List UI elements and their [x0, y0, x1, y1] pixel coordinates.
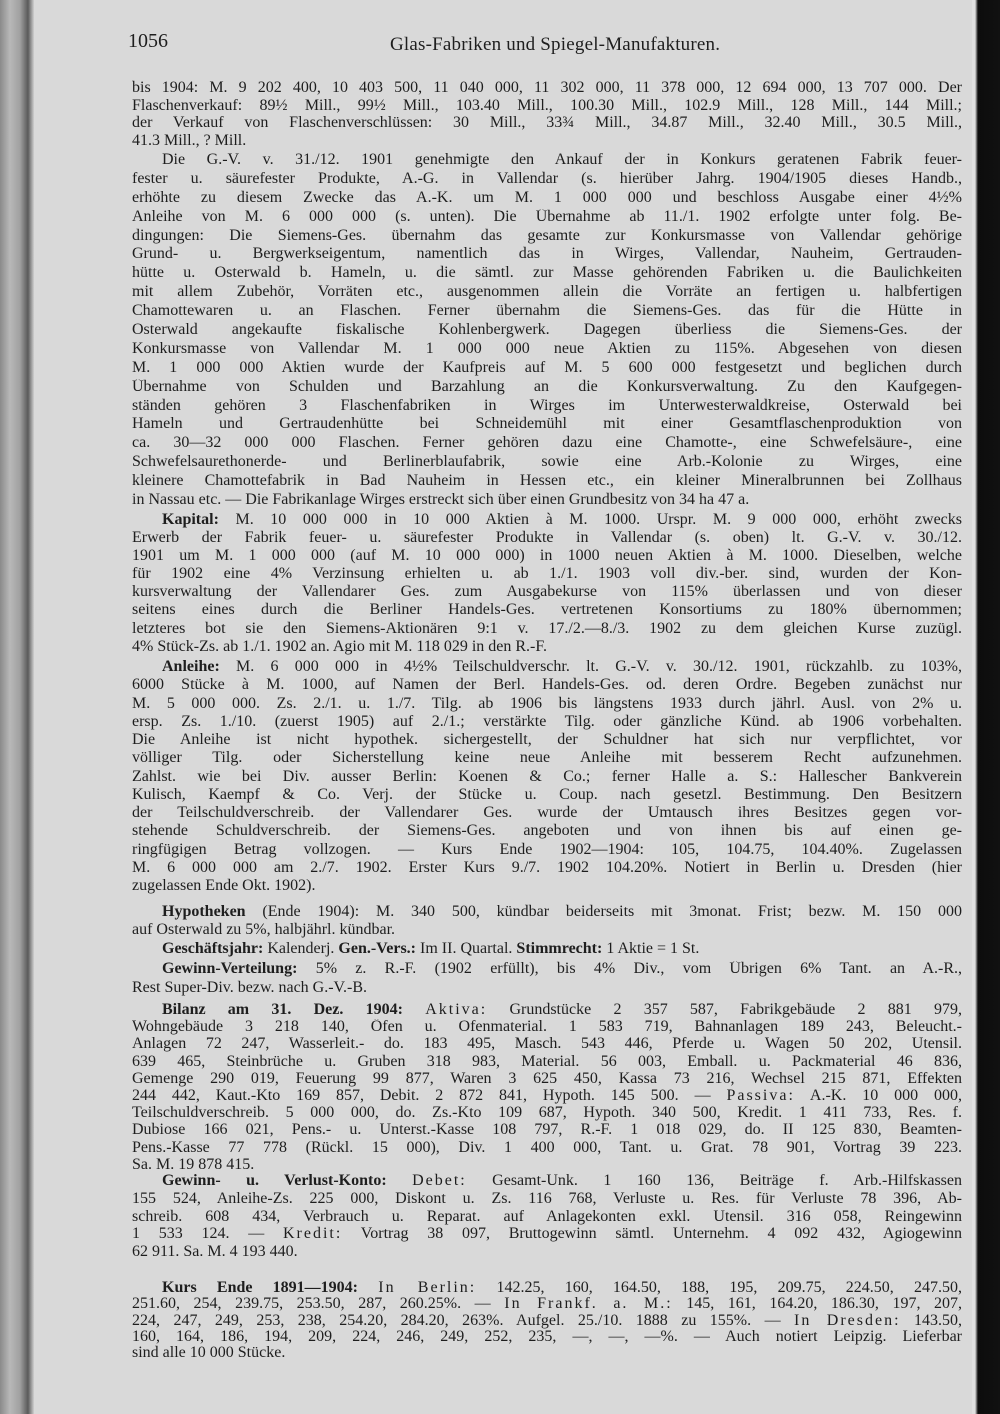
text-line [132, 769, 962, 787]
text-line [132, 677, 962, 695]
section-heading: Hypotheken [162, 904, 246, 920]
paragraph [132, 512, 962, 657]
text-segment: Sa. M. 19 878 415. [132, 1156, 255, 1173]
text-segment: 6000 Stücke à M. 1000, auf Namen der Berl. Handels-Ges. od. deren Ordre. Begeben zunächst nur [132, 677, 962, 694]
paragraph [132, 961, 962, 999]
paragraph [132, 1280, 962, 1361]
text-line [132, 416, 962, 435]
text-line [132, 171, 962, 190]
text-segment: dingungen: Die Siemens-Ges. übernahm das gesamte zur Konkursmasse von Vallendar gehörige [132, 227, 962, 244]
text-line [132, 878, 962, 896]
text-line [132, 454, 962, 473]
text-line [132, 98, 962, 116]
text-line [132, 1002, 962, 1019]
text-line [132, 621, 962, 639]
section-heading: Bilanz am 31. Dez. 1904: [162, 1002, 403, 1018]
text-segment: Erwerb der Fabrik feuer- u. säurefester Produkte in Vallendar (s. oben) lt. G.-V. v. 30./12. [132, 530, 962, 547]
text-segment: bis 1904: M. 9 202 400, 10 403 500, 11 040 000, 11 302 000, 11 378 000, 12 694 000, 13 707 000. Der [132, 80, 962, 96]
text-line [132, 322, 962, 341]
text-segment: Schwefelsaurethonerde- und Berlinerblaufabrik, sowie eine Arb.-Kolonie zu Wirges, eine [132, 454, 962, 471]
text-line [132, 360, 962, 379]
text-segment: 251.60, 254, 239.75, 253.50, 287, 260.25%. — [132, 1296, 505, 1313]
text-line [132, 1209, 962, 1227]
text-segment: mit allem Zubehör, Vorräten etc., ausgenommen allein die Vorräte an fertigen u. halbfertigen [132, 284, 962, 301]
text-line [132, 860, 962, 878]
text-segment: der Verkauf von Flaschenverschlüssen: 30 Mill., 33¾ Mill., 34.87 Mill., 32.40 Mill., 30.5 Mill., [132, 115, 962, 132]
text-line [132, 1019, 962, 1036]
text-segment: 244 442, Kaut.-Kto 169 857, Debit. 2 872 841, Hypoth. 145 500. — [132, 1087, 727, 1104]
text-line [132, 941, 962, 959]
text-line [132, 842, 962, 860]
text-line [132, 303, 962, 322]
text-line [132, 80, 962, 98]
book-binding-shadow [0, 0, 34, 1414]
text-line [132, 1036, 962, 1053]
text-segment: völliger Tilg. oder Sicherstellung keine neue Anleihe mit besserem Recht aufzunehmen. [132, 750, 962, 767]
text-line [132, 639, 962, 657]
text-segment: kursverwaltung der Vallendarer Ges. zum Ausgabekurse von 115% überlassen und von dieser [132, 584, 962, 601]
text-line [132, 152, 962, 171]
text-line [132, 823, 962, 841]
text-line [132, 787, 962, 805]
text-segment: ersp. Zs. 1./10. (zuerst 1905) auf 2./1.; verstärkte Tilg. oder gänzliche Künd. ab 1906 vorbehalten. [132, 713, 962, 730]
text-line [132, 1105, 962, 1122]
text-segment: kleinere Chamottefabrik in Bad Nauheim in Hessen etc., ein kleiner Mineralbrunnen bei Zollhaus [132, 473, 962, 490]
text-segment: Konkursmasse von Vallendar M. 1 000 000 neue Aktien zu 115%. Abgesehen von diesen [132, 340, 962, 357]
spaced-label: In Frankf. a. M.: [504, 1296, 673, 1313]
text-segment: Rest Super-Div. bezw. nach G.-V.-B. [132, 980, 368, 996]
text-segment: der Teilschuldverschreib. der Vallendarer Ges. wurde der Umtausch ihres Besitzes gegen vor- [132, 805, 962, 821]
text-line [132, 512, 962, 530]
text-segment: Gesamt-Unk. 1 160 136, Beiträge f. Arb.-Hilfskassen [466, 1173, 962, 1189]
text-line [132, 548, 962, 566]
text-segment: Teilschuldverschreib. 5 000 000, do. Zs.-Kto 109 687, Hypoth. 340 500, Kredit. 1 411 733, Res. f. [132, 1105, 962, 1122]
text-segment: auf Osterwald zu 5%, halbjährl. kündbar. [132, 922, 396, 938]
text-segment: Übernahme von Schulden und Barzahlung an die Konkursverwaltung. Zu den Kaufgegen- [132, 378, 962, 395]
text-segment: 62 911. Sa. M. 4 193 440. [132, 1244, 298, 1260]
text-segment: Anlagen 72 247, Wasserleit.- do. 183 495, Masch. 543 446, Pferde u. Wagen 50 202, Utensil. [132, 1036, 962, 1053]
text-segment: A.-K. 10 000 000, [794, 1087, 962, 1104]
text-line [132, 115, 962, 133]
text-segment: Flaschenverkauf: 89½ Mill., 99½ Mill., 103.40 Mill., 100.30 Mill., 102.9 Mill., 128 Mill., 144 Mill.; [132, 97, 962, 114]
text-segment [403, 1002, 425, 1018]
text-line [132, 1296, 962, 1312]
section-heading: Kapital: [162, 512, 219, 528]
text-segment: Im II. Quartal. [416, 941, 517, 957]
spaced-label: In Berlin: [378, 1280, 477, 1296]
paragraph [132, 1173, 962, 1262]
text-segment: 4% Stück-Zs. ab 1./1. 1902 an. Agio mit M. 118 029 in den R.-F. [132, 638, 547, 655]
text-segment: 224, 247, 249, 253, 238, 254.20, 284.20, 263%. Aufgel. 25./10. 1888 zu 155%. — [132, 1312, 795, 1329]
text-segment: 155 524, Anleihe-Zs. 225 000, Diskont u. Zs. 116 768, Verluste u. Res. für Verluste 78 396, Ab- [132, 1190, 962, 1207]
text-segment: 143.50, [900, 1312, 962, 1329]
paragraph [132, 152, 962, 511]
text-line [132, 1122, 962, 1139]
section-heading: Anleihe: [162, 659, 220, 675]
section-heading: Gen.-Vers.: [338, 941, 417, 957]
text-segment: Osterwald angekaufte fiskalische Kohlenbergwerk. Dagegen überliess die Siemens-Ges. der [132, 322, 962, 339]
text-line [132, 714, 962, 732]
text-segment: 639 465, Steinbrüche u. Gruben 318 983, Material. 56 003, Emball. u. Packmaterial 46 836, [132, 1053, 962, 1070]
text-segment: Kalenderj. [263, 941, 339, 957]
text-line [132, 398, 962, 417]
text-line [132, 209, 962, 228]
text-segment: Gemenge 290 019, Feuerung 99 877, Waren 3 625 450, Kassa 73 216, Wechsel 215 871, Effekten [132, 1070, 962, 1087]
spaced-label: Aktiva: [425, 1002, 488, 1018]
text-segment [358, 1280, 378, 1296]
text-segment: 160, 164, 186, 194, 209, 224, 246, 249, 252, 235, —, —, —%. — Auch notiert Leipzig. Lieferbar [132, 1328, 962, 1345]
text-line [132, 190, 962, 209]
text-line [132, 1329, 962, 1345]
text-segment: ca. 30—32 000 000 Flaschen. Ferner gehören dazu eine Chamotte-, eine Schwefelsäure-, eine [132, 435, 962, 452]
text-segment: 5% z. R.-F. (1902 erfüllt), bis 4% Div., vom Übrigen 6% Tant. an A.-R., [297, 961, 962, 977]
text-line [132, 530, 962, 548]
text-segment: Grund- u. Bergwerkseigentum, namentlich das in Wirges, Vallendar, Nauheim, Gertrauden- [132, 246, 962, 263]
text-segment: stehende Schuldverschreib. der Siemens-Ges. angeboten und von ihnen bis auf einen ge- [132, 823, 962, 840]
text-line [132, 805, 962, 823]
text-line [132, 133, 962, 151]
scan-edge [972, 0, 1000, 1414]
section-heading: Kurs Ende 1891—1904: [162, 1280, 359, 1296]
text-segment: für 1902 eine 4% Verzinsung erhielten u. ab 1./1. 1903 voll div.-ber. sind, wurden der Kon- [132, 566, 962, 583]
paragraph [132, 80, 962, 151]
text-segment: zugelassen Ende Okt. 1902). [132, 878, 316, 894]
text-segment: 1 533 124. — [132, 1226, 283, 1243]
text-segment: Vortrag 38 097, Bruttogewinn sämtl. Unternehm. 4 092 432, Agiogewinn [342, 1226, 962, 1243]
text-segment: Pens.-Kasse 77 778 (Rückl. 15 000), Div. 1 400 000, Tant. u. Grat. 78 901, Vortrag 39 223. [132, 1139, 962, 1156]
text-line [132, 1244, 962, 1262]
text-line [132, 566, 962, 584]
text-line [132, 584, 962, 602]
section-heading: Stimmrecht: [516, 941, 603, 957]
text-segment: (Ende 1904): M. 340 500, kündbar beiderseits mit 3monat. Frist; bezw. M. 150 000 [245, 904, 962, 920]
text-line [132, 732, 962, 750]
text-line [132, 284, 962, 303]
text-segment: Chamottewaren u. an Flaschen. Ferner übernahm die Siemens-Ges. das für die Hütte in [132, 303, 962, 320]
text-segment: in Nassau etc. — Die Fabrikanlage Wirges erstreckt sich über einen Grundbesitz von 34 ha 47 a. [132, 492, 750, 509]
text-line [132, 246, 962, 265]
text-line [132, 1173, 962, 1191]
text-line [132, 1054, 962, 1071]
text-segment: M. 1 000 000 Aktien wurde der Kaufpreis auf M. 5 600 000 festgesetzt und beglichen durch [132, 359, 962, 376]
page-number: 1056 [128, 30, 168, 52]
text-segment: M. 6 000 000 in 4½% Teilschuldverschr. lt. G.-V. v. 30./12. 1901, rückzahlb. zu 103%, [219, 659, 962, 675]
text-line [132, 1191, 962, 1209]
text-line [132, 1140, 962, 1157]
paragraph [132, 904, 962, 940]
text-line [132, 961, 962, 980]
section-heading: Geschäftsjahr: [162, 941, 264, 957]
text-line [132, 435, 962, 454]
section-heading: Gewinn-Verteilung: [162, 961, 298, 977]
text-segment: letzteres bot sie den Siemens-Aktionären 9:1 v. 17./2.—8./3. 1902 zu dem gleichen Kurse zuzügl. [132, 620, 962, 637]
text-segment: sind alle 10 000 Stücke. [132, 1345, 286, 1361]
paragraph [132, 941, 962, 959]
text-line [132, 904, 962, 922]
text-segment: Anleihe von M. 6 000 000 (s. unten). Die Übernahme ab 11./1. 1902 erfolgte unter folg. Be- [132, 208, 962, 225]
text-segment: schreib. 608 434, Verbrauch u. Reparat. auf Anlagekonten exkl. Utensil. 316 058, Reingewinn [132, 1208, 962, 1225]
text-segment: Wohngebäude 3 218 140, Öfen u. Ofenmaterial. 1 583 719, Bahnanlagen 189 243, Beleucht.- [132, 1019, 962, 1036]
text-line [132, 341, 962, 360]
text-segment: 145, 161, 164.20, 186.30, 197, 207, [672, 1296, 962, 1313]
spaced-label: In Dresden: [794, 1312, 901, 1329]
text-segment: Grundstücke 2 357 587, Fabrikgebäude 2 881 979, [487, 1002, 962, 1018]
text-line [132, 1071, 962, 1088]
text-segment: 1 Aktie = 1 St. [602, 941, 700, 957]
text-line [132, 696, 962, 714]
paragraph [132, 659, 962, 896]
text-segment: 142.25, 160, 164.50, 188, 195, 209.75, 224.50, 247.50, [476, 1280, 962, 1296]
running-head: Glas-Fabriken und Spiegel-Manufakturen. [390, 34, 721, 55]
text-segment: hütte u. Osterwald b. Hameln, u. die sämtl. zur Masse gehörenden Fabriken u. die Baulichkeiten [132, 265, 962, 282]
text-segment: Zahlst. wie bei Div. ausser Berlin: Koenen & Co.; ferner Halle a. S.: Hallescher Bankverein [132, 768, 962, 785]
text-segment: Hameln und Gertraudenhütte bei Schneidemühl mit einer Gesamtflaschenproduktion von [132, 416, 962, 433]
text-segment: Dubiose 166 021, Pens.- u. Unterst.-Kasse 108 797, R.-F. 1 018 029, do. II 125 830, Beamten- [132, 1122, 962, 1139]
text-segment: Die G.-V. v. 31./12. 1901 genehmigte den Ankauf der in Konkurs geratenen Fabrik feuer- [162, 152, 962, 168]
spaced-label: Passiva: [726, 1087, 795, 1104]
text-segment: fester u. säurefester Produkte, A.-G. in Vallendar (s. hierüber Jahrg. 1904/1905 dieses Handb., [132, 170, 962, 187]
text-line [132, 1345, 962, 1361]
text-line [132, 602, 962, 620]
spaced-label: Kredit: [282, 1226, 343, 1243]
text-segment: M. 6 000 000 am 2./7. 1902. Erster Kurs 9./7. 1902 104.20%. Notiert in Berlin u. Dresden (hier [132, 859, 962, 876]
text-line [132, 265, 962, 284]
text-segment: 41.3 Mill., ? Mill. [132, 133, 247, 150]
text-line [132, 492, 962, 511]
text-line [132, 1280, 962, 1296]
text-line [132, 1313, 962, 1329]
paragraph [132, 1002, 962, 1174]
text-line [132, 659, 962, 677]
text-line [132, 228, 962, 247]
text-segment: M. 5 000 000. Zs. 2./1. u. 1./7. Tilg. ab 1906 bis längstens 1933 durch jährl. Ausl. von 2% u. [132, 695, 962, 712]
text-line [132, 1226, 962, 1244]
text-line [132, 750, 962, 768]
text-segment: ständen gehören 3 Flaschenfabriken in Wirges im Unterwesterwaldkreise, Osterwald bei [132, 397, 962, 414]
text-segment: Die Anleihe ist nicht hypothek. sichergestellt, der Schuldner hat sich nur verpflichtet, vor [132, 732, 962, 748]
text-segment: seitens eines durch die Berliner Handels-Ges. vertretenen Konsortiums zu 180% übernommen; [132, 602, 962, 619]
text-line [132, 1157, 962, 1174]
text-segment [387, 1173, 412, 1189]
text-line [132, 379, 962, 398]
text-line [132, 922, 962, 940]
text-segment: ringfügigen Betrag vollzogen. — Kurs Ende 1902—1904: 105, 104.75, 104.40%. Zugelassen [132, 841, 962, 858]
text-line [132, 1088, 962, 1105]
text-line [132, 980, 962, 999]
text-segment: M. 10 000 000 in 10 000 Aktien à M. 1000. Urspr. M. 9 000 000, erhöht zwecks [218, 512, 962, 528]
text-segment: Kulisch, Kaempf & Co. Verj. der Stücke u. Coup. nach gesetzl. Bestimmung. Den Besitzern [132, 786, 962, 803]
section-heading: Gewinn- u. Verlust-Konto: [162, 1173, 387, 1189]
text-segment: erhöhte zu diesem Zwecke das A.-K. um M. 1 000 000 und beschloss Ausgabe einer 4½% [132, 189, 962, 206]
text-segment: 1901 um M. 1 000 000 (auf M. 10 000 000) in 1000 neuen Aktien à M. 1000. Dieselben, welche [132, 548, 962, 565]
text-line [132, 473, 962, 492]
spaced-label: Debet: [412, 1173, 467, 1189]
